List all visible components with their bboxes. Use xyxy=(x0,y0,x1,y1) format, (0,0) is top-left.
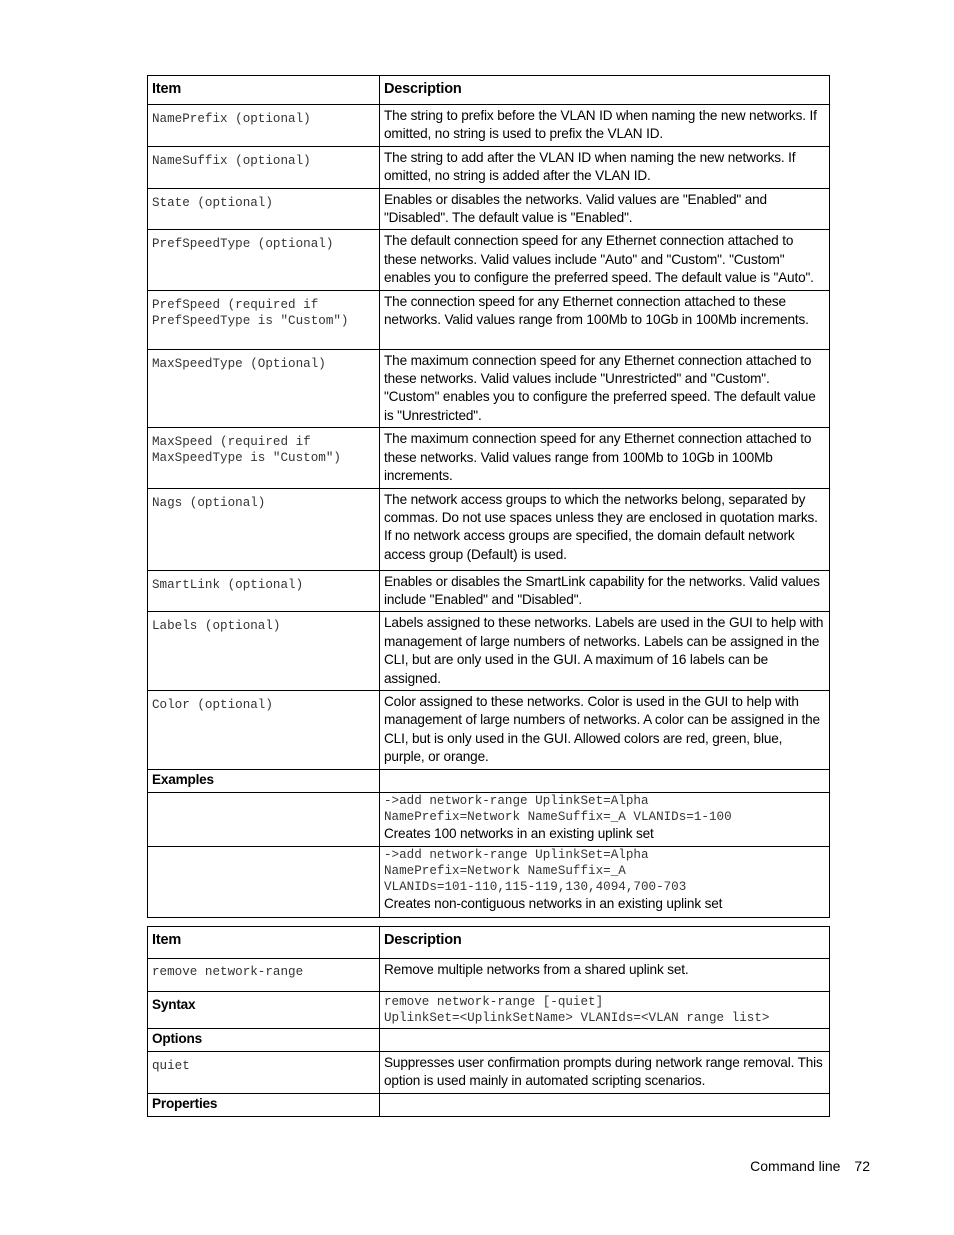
param-name: PrefSpeedType (optional) xyxy=(148,230,380,290)
table-row xyxy=(148,488,830,570)
examples-label: Examples xyxy=(148,769,380,792)
table-row xyxy=(148,570,830,612)
table-row xyxy=(148,105,830,147)
table-row xyxy=(148,428,830,488)
table-row xyxy=(148,188,830,230)
example-text: Creates 100 networks in an existing uplink set xyxy=(384,825,654,841)
example-command: ->add network-range UplinkSet=Alpha NamePrefix=Network NameSuffix=_A VLANIDs=1-100 xyxy=(384,793,732,824)
param-description: Enables or disables the SmartLink capability for the networks. Valid values include "Enabled" and "Disabled". xyxy=(380,570,830,612)
param-description: The default connection speed for any Ethernet connection attached to these networks. Valid values include "Auto" and "Custom". "Custom" enables you to configure the preferred speed. The default value is "Auto". xyxy=(380,230,830,290)
empty-cell xyxy=(148,792,380,846)
param-description: The maximum connection speed for any Ethernet connection attached to these networks. Valid values range from 100Mb to 10Gb in 100Mb increments. xyxy=(380,428,830,488)
empty-cell xyxy=(380,1029,830,1052)
header-item: Item xyxy=(148,927,380,959)
example-row xyxy=(148,792,830,846)
example-row xyxy=(148,846,830,917)
param-description: Color assigned to these networks. Color is used in the GUI to help with management of large numbers of networks. A color can be assigned in the CLI, but is only used in the GUI. Allowed colors are red, green, blue, purple, or orange. xyxy=(380,690,830,769)
page-footer xyxy=(750,1158,870,1174)
table-row xyxy=(148,349,830,428)
example-cell xyxy=(380,846,830,917)
properties-row xyxy=(148,1093,830,1116)
param-name: Labels (optional) xyxy=(148,612,380,691)
header-item: Item xyxy=(148,76,380,105)
command-description: Remove multiple networks from a shared uplink set. xyxy=(380,959,830,992)
example-cell xyxy=(380,792,830,846)
param-description: The maximum connection speed for any Ethernet connection attached to these networks. Valid values include "Unrestricted" and "Custom". "Custom" enables you to configure the preferred speed. The default value is "Unrestricted". xyxy=(380,349,830,428)
param-name: MaxSpeed (required if MaxSpeedType is "Custom") xyxy=(148,428,380,488)
empty-cell xyxy=(380,769,830,792)
footer-section: Command line xyxy=(750,1158,841,1174)
table-row xyxy=(148,1052,830,1094)
table-header-row xyxy=(148,927,830,959)
table-row xyxy=(148,690,830,769)
param-description: The string to prefix before the VLAN ID when naming the new networks. If omitted, no string is used to prefix the VLAN ID. xyxy=(380,105,830,147)
param-name: Color (optional) xyxy=(148,690,380,769)
empty-cell xyxy=(148,846,380,917)
table-header-row xyxy=(148,76,830,105)
param-description: The string to add after the VLAN ID when naming the new networks. If omitted, no string is added after the VLAN ID. xyxy=(380,146,830,188)
header-description: Description xyxy=(380,76,830,105)
param-description: The network access groups to which the networks belong, separated by commas. Do not use spaces unless they are enclosed in quotation marks. If no network access groups are specified, the domain default network access group (Default) is used. xyxy=(380,488,830,570)
parameters-table xyxy=(147,75,830,918)
param-name: Nags (optional) xyxy=(148,488,380,570)
syntax-label: Syntax xyxy=(148,992,380,1029)
param-name: SmartLink (optional) xyxy=(148,570,380,612)
examples-row xyxy=(148,769,830,792)
command-name: remove network-range xyxy=(148,959,380,992)
param-description: Labels assigned to these networks. Labels are used in the GUI to help with management of large numbers of networks. Labels can be assigned in the CLI, but are only used in the GUI. A maximum of 16 labels can be assigned. xyxy=(380,612,830,691)
table-row xyxy=(148,146,830,188)
table-row xyxy=(148,230,830,290)
param-description: The connection speed for any Ethernet connection attached to these networks. Valid values range from 100Mb to 10Gb in 100Mb increments. xyxy=(380,290,830,349)
table-row xyxy=(148,290,830,349)
properties-label: Properties xyxy=(148,1093,380,1116)
options-label: Options xyxy=(148,1029,380,1052)
param-name: PrefSpeed (required if PrefSpeedType is "Custom") xyxy=(148,290,380,349)
table-row xyxy=(148,612,830,691)
table-row xyxy=(148,959,830,992)
syntax-row xyxy=(148,992,830,1029)
param-name: MaxSpeedType (Optional) xyxy=(148,349,380,428)
param-name: State (optional) xyxy=(148,188,380,230)
param-name: NameSuffix (optional) xyxy=(148,146,380,188)
param-description: Enables or disables the networks. Valid values are "Enabled" and "Disabled". The default value is "Enabled". xyxy=(380,188,830,230)
example-text: Creates non-contiguous networks in an existing uplink set xyxy=(384,895,723,911)
remove-command-table xyxy=(147,926,830,1117)
page-number: 72 xyxy=(854,1158,870,1174)
option-description: Suppresses user confirmation prompts during network range removal. This option is used mainly in automated scripting scenarios. xyxy=(380,1052,830,1094)
option-name: quiet xyxy=(148,1052,380,1094)
param-name: NamePrefix (optional) xyxy=(148,105,380,147)
empty-cell xyxy=(380,1093,830,1116)
header-description: Description xyxy=(380,927,830,959)
syntax-value: remove network-range [-quiet] UplinkSet=<UplinkSetName> VLANIds=<VLAN range list> xyxy=(380,992,830,1029)
example-command: ->add network-range UplinkSet=Alpha NamePrefix=Network NameSuffix=_A VLANIDs=101-110,115-119,130,4094,700-703 xyxy=(384,847,687,894)
options-row xyxy=(148,1029,830,1052)
